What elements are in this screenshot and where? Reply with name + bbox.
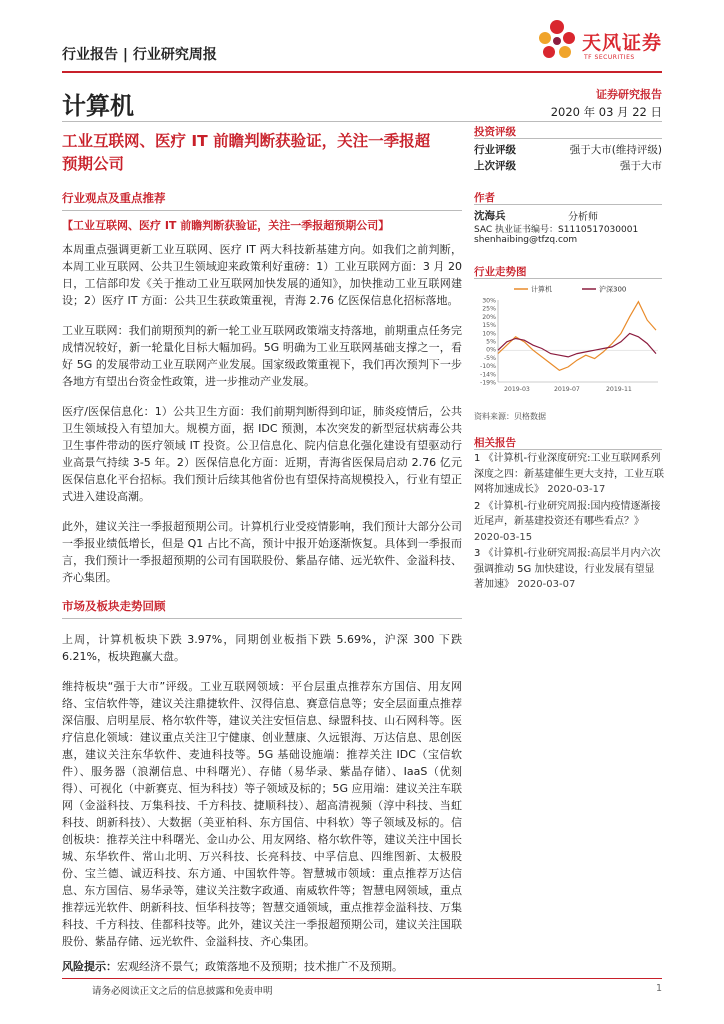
section-2-title: 市场及板块走势回顾 (62, 599, 166, 613)
paragraph-6: 维持板块“强于大市”评级。工业互联网领域：平台层重点推荐东方国信、用友网络、宝信软件等，建议关注鼎捷软件、汉得信息、赛意信息等；安全层面重点推荐深信服、启明星辰、格尔软件等，建议关注安恒信息、绿盟科技、山石网科等。医疗信息化领域：建议重点关注卫宁健康、创业慧康、久远银海、万达信息、思创医惠，建议关注东华软件、麦迪科技等。5G 基础设施端：推荐关注 IDC（宝信软件）、服务器（浪潮信息、中科曙光）、存储（易华录、紫晶存储）、IaaS（优刻得）、可视化（中新赛克、恒为科技）等子领域及标的；5G 应用端：建议关注车联网（金溢科技、万集科技、千方科技、捷顺科技）、超高清视频（淳中科技、当虹科技、朗新科技）、大数据（美亚柏科、东方国信、中科软）等子领域及标的。信创板块：推荐关注中科曙光、金山办公、用友网络、格尔软件等，建议关注中国长城、东华软件、常山北明、万兴科技、长亮科技、中孚信息、四维图新、太极股份、宝兰德、诚迈科技、东方通、中国软件等。智慧城市领域：重点推荐万达信息、东方国信、易华录等，建议关注数字政通、南威软件等；智慧电网领域，重点推荐远光软件、朗新科技、恒华科技等；智慧交通领域，重点推荐金溢科技、万集科技、千方科技、佳都科技等。此外，建议关注一季报超预期公司，建议关注国联股份、紫晶存储、远光软件、金溢科技、齐心集团。 (62, 680, 462, 948)
legend-label-1: 计算机 (531, 285, 552, 294)
logo-flower-icon (536, 18, 578, 64)
report-category: 行业报告 | 行业研究周报 (62, 47, 217, 63)
y-tick-label: -5% (483, 354, 496, 362)
author-email-link[interactable]: shenhaibing@tfzq.com (474, 235, 578, 245)
series-line-1 (498, 302, 656, 371)
y-tick-label: -10% (480, 363, 496, 371)
x-tick-label: 2019-07 (554, 386, 580, 393)
headline-line-1: 工业互联网、医疗 IT 前瞻判断获验证，关注一季报超 (62, 132, 431, 150)
y-tick-label: 25% (482, 305, 496, 313)
header-rule (62, 71, 662, 73)
y-tick-label: 15% (482, 322, 496, 330)
related-report-2-date: 2020-03-15 (474, 531, 533, 543)
headline-line-2: 预期公司 (62, 155, 125, 173)
section-1-rule (62, 210, 462, 211)
section-2-rule (62, 618, 462, 619)
legend-label-2: 沪深300 (599, 285, 627, 294)
title-rule (62, 121, 662, 122)
risk-text: 宏观经济不景气；政策落地不及预期；技术推广不及预期。 (117, 960, 403, 973)
chart-source: 资料来源：贝格数据 (474, 412, 546, 421)
section-1-subtitle: 【工业互联网、医疗 IT 前瞻判断获验证，关注一季报超预期公司】 (62, 219, 390, 232)
trend-chart (474, 282, 662, 400)
author-name: 沈海兵 (474, 210, 506, 222)
related-report-3-title: 3 《计算机-行业研究周报:高层半月内六次强调推动 5G 加快建设，行业发展有望显著加速》 (474, 548, 661, 590)
paragraph-1: 本周重点强调更新工业互联网、医疗 IT 两大科技新基建方向。如我们之前判断，本周工业互联网、公共卫生领域迎来政策利好重磅：1）工业互联网方面：3 月 20 日，工信部印发《关于推动工业互联网加快发展的通知》，加快推动工业互联网建设；2）医疗 IT 方面：公共卫生获政策重视，青海 2.76 亿医保信息化招标落地。 (62, 243, 462, 307)
author-role: 分析师 (568, 212, 598, 223)
related-report-1[interactable] (474, 451, 664, 498)
industry-rating-value: 强于大市(维持评级) (569, 144, 662, 156)
footer-disclaimer: 请务必阅读正文之后的信息披露和免责申明 (92, 986, 273, 997)
prev-rating-value: 强于大市 (620, 160, 662, 172)
main-content (62, 190, 462, 975)
y-tick-label: 5% (486, 338, 496, 346)
prev-rating-label: 上次评级 (474, 160, 516, 172)
author-rule (474, 204, 662, 205)
y-tick-label: -19% (480, 379, 496, 387)
related-list (474, 451, 664, 593)
related-report-3-date: 2020-03-07 (517, 579, 576, 590)
related-report-1-title: 1 《计算机-行业深度研究:工业互联网系列深度之四：新基建催生更大支持，工业互联网将加速成长》 (474, 453, 664, 495)
related-report-3[interactable] (474, 546, 664, 593)
sector-title: 计算机 (62, 92, 134, 120)
headline (62, 130, 462, 176)
rating-label: 投资评级 (474, 126, 516, 138)
company-logo (536, 18, 666, 68)
related-report-2-title: 2 《计算机-行业研究周报:国内疫情逐渐接近尾声，新基建投资还有哪些看点？》 (474, 500, 661, 527)
risk-warning (62, 958, 462, 975)
rating-rule (474, 138, 662, 139)
risk-label: 风险提示： (62, 960, 117, 973)
page-number: 1 (655, 983, 662, 994)
related-report-2[interactable] (474, 499, 664, 546)
report-type: 证券研究报告 (596, 88, 662, 101)
logo-name: 天风证券 (582, 32, 663, 54)
paragraph-4: 此外，建议关注一季报超预期公司。计算机行业受疫情影响，我们预计大部分公司一季报业绩低增长，但是 Q1 占比不高，预计中报开始逐渐恢复。具体到一季报而言，我们预计一季报超预期的公司有国联股份、紫晶存储、远光软件、金溢科技、齐心集团。 (62, 520, 462, 584)
report-date: 2020 年 03 月 22 日 (550, 105, 662, 119)
related-label: 相关报告 (474, 437, 516, 449)
chart-title-rule (474, 278, 662, 279)
author-license: SAC 执业证书编号：S1110517030001 (474, 225, 639, 235)
y-tick-label: 30% (482, 297, 496, 305)
y-tick-label: -14% (480, 371, 496, 379)
x-tick-label: 2019-11 (606, 386, 632, 393)
chart-title: 行业走势图 (474, 266, 527, 278)
paragraph-2: 工业互联网：我们前期预判的新一轮工业互联网政策端支持落地，前期重点任务完成情况较好，新一轮量化目标大幅加码。5G 明确为工业互联网基础支撑之一，看好 5G 的发展带动工业互联网产业发展。国家级政策重视下，我们再次预判下一步各地方有望出台资金性政策，进一步推动产业发展。 (62, 324, 462, 388)
related-rule (474, 449, 662, 450)
paragraph-5: 上周，计算机板块下跌 3.97%，同期创业板指下跌 5.69%，沪深 300 下跌 6.21%，板块跑赢大盘。 (62, 633, 462, 663)
paragraph-3: 医疗/医保信息化：1）公共卫生方面：我们前期判断得到印证，肺炎疫情后，公共卫生领域投入有望加大。规模方面，据 IDC 预测，本次突发的新型冠状病毒公共卫生事件带动的医疗领域 IT 投资。公卫信息化、院内信息化强化建设有望驱动行业高景气持续 3-5 年。2）医保信息化方面：近期，青海省医保局启动 2.76 亿元医保信息化平台招标。我们预计后续其他省份也有望保持高规模投入，行业有望正式进入建设高潮。 (62, 405, 462, 503)
y-tick-label: 0% (486, 346, 496, 354)
footer-rule (62, 978, 662, 979)
logo-subtitle: TF SECURITIES (584, 54, 635, 61)
related-report-1-date: 2020-03-17 (547, 484, 606, 495)
section-1-title: 行业观点及重点推荐 (62, 191, 166, 205)
author-label: 作者 (474, 192, 495, 204)
y-tick-label: 20% (482, 313, 496, 321)
series-line-2 (498, 334, 656, 357)
x-tick-label: 2019-03 (504, 386, 530, 393)
y-tick-label: 10% (482, 330, 496, 338)
industry-rating-label: 行业评级 (474, 144, 516, 156)
